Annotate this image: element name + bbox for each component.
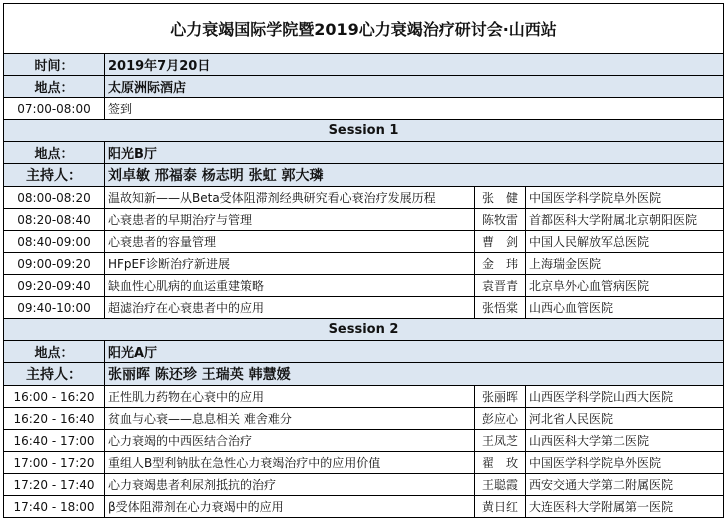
page-title: 心力衰竭国际学院暨2019心力衰竭治疗研讨会·山西站 bbox=[4, 4, 724, 54]
checkin-label: 签到 bbox=[105, 98, 724, 120]
talk-time: 17:40 - 18:00 bbox=[4, 496, 105, 518]
talk-topic: 正性肌力药物在心衰中的应用 bbox=[105, 386, 475, 408]
talk-time: 17:20 - 17:40 bbox=[4, 474, 105, 496]
checkin-row bbox=[4, 98, 724, 120]
schedule-table bbox=[3, 3, 724, 518]
session-host-row bbox=[4, 363, 724, 386]
venue-value: 阳光A厅 bbox=[105, 341, 724, 363]
session-venue-row bbox=[4, 142, 724, 164]
talk-hospital: 中国医学科学院阜外医院 bbox=[526, 452, 724, 474]
talk-hospital: 上海瑞金医院 bbox=[526, 253, 724, 275]
talk-speaker: 黄日红 bbox=[475, 496, 526, 518]
venue-label: 地点： bbox=[4, 341, 105, 363]
talk-speaker: 陈牧雷 bbox=[475, 209, 526, 231]
checkin-time: 07:00-08:00 bbox=[4, 98, 105, 120]
venue-value: 太原洲际酒店 bbox=[105, 76, 724, 98]
talk-time: 08:40-09:00 bbox=[4, 231, 105, 253]
session-title: Session 1 bbox=[4, 120, 724, 142]
session-host-row bbox=[4, 164, 724, 187]
info-row-venue bbox=[4, 76, 724, 98]
table-row bbox=[4, 231, 724, 253]
table-row bbox=[4, 187, 724, 209]
table-row bbox=[4, 452, 724, 474]
talk-hospital: 西安交通大学第二附属医院 bbox=[526, 474, 724, 496]
talk-hospital: 首都医科大学附属北京朝阳医院 bbox=[526, 209, 724, 231]
info-row-time bbox=[4, 54, 724, 76]
venue-label: 地点： bbox=[4, 76, 105, 98]
table-row bbox=[4, 408, 724, 430]
talk-time: 09:40-10:00 bbox=[4, 297, 105, 319]
talk-topic: 超滤治疗在心衰患者中的应用 bbox=[105, 297, 475, 319]
talk-speaker: 翟 玫 bbox=[475, 452, 526, 474]
session-title: Session 2 bbox=[4, 319, 724, 341]
talk-speaker: 张丽晖 bbox=[475, 386, 526, 408]
talk-speaker: 彭应心 bbox=[475, 408, 526, 430]
talk-speaker: 袁晋青 bbox=[475, 275, 526, 297]
session-header bbox=[4, 120, 724, 142]
venue-label: 地点： bbox=[4, 142, 105, 164]
talk-hospital: 山西心血管医院 bbox=[526, 297, 724, 319]
talk-time: 17:00 - 17:20 bbox=[4, 452, 105, 474]
table-row bbox=[4, 496, 724, 518]
talk-speaker: 张悟棠 bbox=[475, 297, 526, 319]
talk-topic: 缺血性心肌病的血运重建策略 bbox=[105, 275, 475, 297]
talk-speaker: 王聪霞 bbox=[475, 474, 526, 496]
session-header bbox=[4, 319, 724, 341]
host-names: 张丽晖 陈还珍 王瑞英 韩慧媛 bbox=[105, 363, 724, 386]
table-row bbox=[4, 430, 724, 452]
talk-topic: 贫血与心衰——息息相关 难舍难分 bbox=[105, 408, 475, 430]
talk-hospital: 山西医科大学第二医院 bbox=[526, 430, 724, 452]
talk-hospital: 北京阜外心血管病医院 bbox=[526, 275, 724, 297]
talk-topic: 重组人B型利钠肽在急性心力衰竭治疗中的应用价值 bbox=[105, 452, 475, 474]
talk-hospital: 中国人民解放军总医院 bbox=[526, 231, 724, 253]
venue-value: 阳光B厅 bbox=[105, 142, 724, 164]
host-label: 主持人： bbox=[4, 164, 105, 187]
talk-topic: 心衰患者的早期治疗与管理 bbox=[105, 209, 475, 231]
talk-hospital: 中国医学科学院阜外医院 bbox=[526, 187, 724, 209]
talk-speaker: 曹 剑 bbox=[475, 231, 526, 253]
talk-time: 08:20-08:40 bbox=[4, 209, 105, 231]
host-names: 刘卓敏 邢福泰 杨志明 张虹 郭大璘 bbox=[105, 164, 724, 187]
talk-topic: β受体阻滞剂在心力衰竭中的应用 bbox=[105, 496, 475, 518]
table-row bbox=[4, 386, 724, 408]
table-row bbox=[4, 275, 724, 297]
talk-topic: 心力衰竭患者利尿剂抵抗的治疗 bbox=[105, 474, 475, 496]
talk-time: 09:20-09:40 bbox=[4, 275, 105, 297]
table-row bbox=[4, 253, 724, 275]
talk-topic: 心力衰竭的中西医结合治疗 bbox=[105, 430, 475, 452]
session-venue-row bbox=[4, 341, 724, 363]
talk-time: 09:00-09:20 bbox=[4, 253, 105, 275]
talk-hospital: 河北省人民医院 bbox=[526, 408, 724, 430]
talk-time: 16:40 - 17:00 bbox=[4, 430, 105, 452]
talk-time: 16:00 - 16:20 bbox=[4, 386, 105, 408]
talk-hospital: 大连医科大学附属第一医院 bbox=[526, 496, 724, 518]
talk-topic: 心衰患者的容量管理 bbox=[105, 231, 475, 253]
table-row bbox=[4, 474, 724, 496]
talk-speaker: 王凤芝 bbox=[475, 430, 526, 452]
talk-hospital: 山西医学科学院山西大医院 bbox=[526, 386, 724, 408]
talk-time: 16:20 - 16:40 bbox=[4, 408, 105, 430]
date-value: 2019年7月20日 bbox=[105, 54, 724, 76]
talk-speaker: 金 玮 bbox=[475, 253, 526, 275]
talk-speaker: 张 健 bbox=[475, 187, 526, 209]
talk-topic: 温故知新——从Beta受体阻滞剂经典研究看心衰治疗发展历程 bbox=[105, 187, 475, 209]
talk-topic: HFpEF诊断治疗新进展 bbox=[105, 253, 475, 275]
table-row bbox=[4, 297, 724, 319]
host-label: 主持人： bbox=[4, 363, 105, 386]
time-label: 时间： bbox=[4, 54, 105, 76]
talk-time: 08:00-08:20 bbox=[4, 187, 105, 209]
table-row bbox=[4, 209, 724, 231]
